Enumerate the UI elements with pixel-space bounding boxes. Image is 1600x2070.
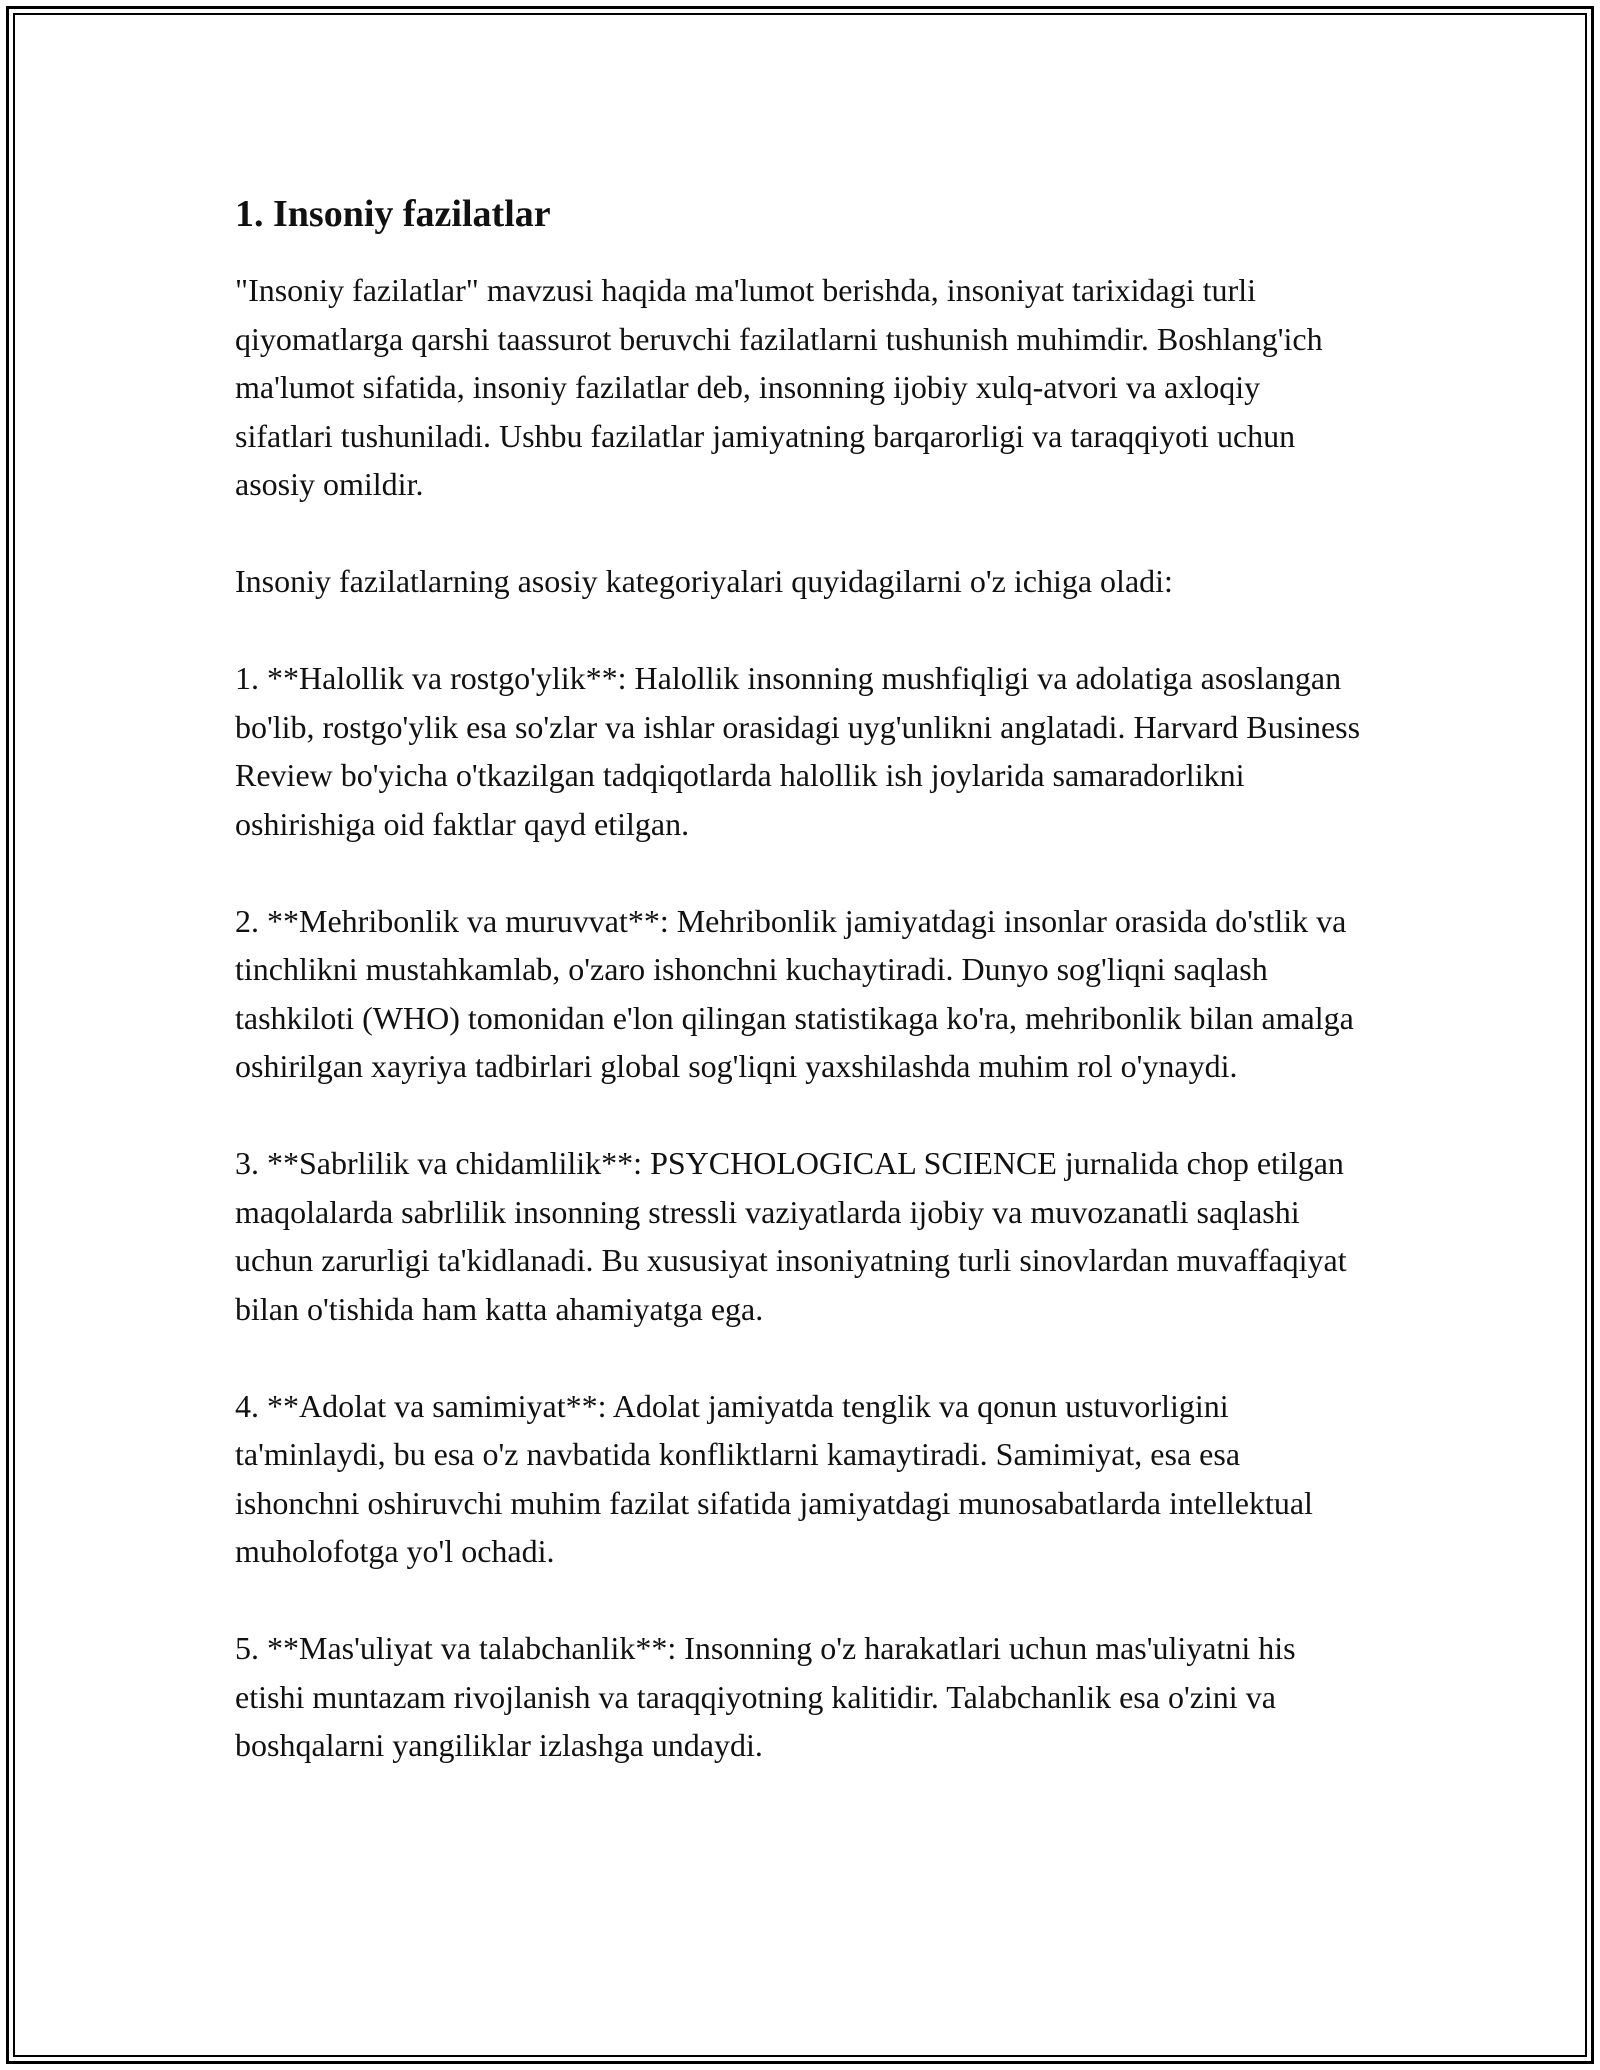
list-item-sabrlilik: 3. **Sabrlilik va chidamlilik**: PSYCHOLOGICAL SCIENCE jurnalida chop etilgan maqolalarda sabrlilik insonning stressli vaziyatlarda ijobiy va muvozanatli saqlashi uchun zarurligi ta'kidlanadi. Bu xususiyat insoniyatning turli sinovlardan muvaffaqiyat bilan o'tishida ham katta ahamiyatga ega. [235, 1145, 1347, 1327]
document-body [235, 186, 1365, 1818]
list-item-mehribonlik: 2. **Mehribonlik va muruvvat**: Mehribonlik jamiyatdagi insonlar orasida do'stlik va tinchlikni mustahkamlab, o'zaro ishonchni kuchaytiradi. Dunyo sog'liqni saqlash tashkiloti (WHO) tomonidan e'lon qilingan statistikaga ko'ra, mehribonlik bilan amalga oshirilgan xayriya tadbirlari global sog'liqni yaxshilashda muhim rol o'ynaydi. [235, 902, 1354, 1084]
list-item-adolat: 4. **Adolat va samimiyat**: Adolat jamiyatda tenglik va qonun ustuvorligini ta'minlaydi, bu esa o'z navbatida konfliktlarni kamaytiradi. Samimiyat, esa esa ishonchni oshiruvchi muhim fazilat sifatida jamiyatdagi munosabatlarda intellektual muholofotga yo'l ochadi. [235, 1387, 1313, 1569]
section-heading: 1. Insoniy fazilatlar [235, 193, 551, 235]
list-item-masuliyat: 5. **Mas'uliyat va talabchanlik**: Insonning o'z harakatlari uchun mas'uliyatni his etishi muntazam rivojlanish va taraqqiyotning kalitidir. Talabchanlik esa o'zini va boshqalarni yangiliklar izlashga undaydi. [235, 1630, 1296, 1763]
categories-intro-paragraph: Insoniy fazilatlarning asosiy kategoriyalari quyidagilarni o'z ichiga oladi: [235, 563, 1173, 599]
intro-paragraph: "Insoniy fazilatlar" mavzusi haqida ma'lumot berishda, insoniyat tarixidagi turli qiyomatlarga qarshi taassurot beruvchi fazilatlarni tushunish muhimdir. Boshlang'ich ma'lumot sifatida, insoniy fazilatlar deb, insonning ijobiy xulq-atvori va axloqiy sifatlari tushuniladi. Ushbu fazilatlar jamiyatning barqarorligi va taraqqiyoti uchun asosiy omildir. [235, 272, 1323, 502]
list-item-halollik: 1. **Halollik va rostgo'ylik**: Halollik insonning mushfiqligi va adolatiga asoslangan bo'lib, rostgo'ylik esa so'zlar va ishlar orasidagi uyg'unlikni anglatadi. Harvard Business Review bo'yicha o'tkazilgan tadqiqotlarda halollik ish joylarida samaradorlikni oshirishiga oid faktlar qayd etilgan. [235, 660, 1361, 842]
